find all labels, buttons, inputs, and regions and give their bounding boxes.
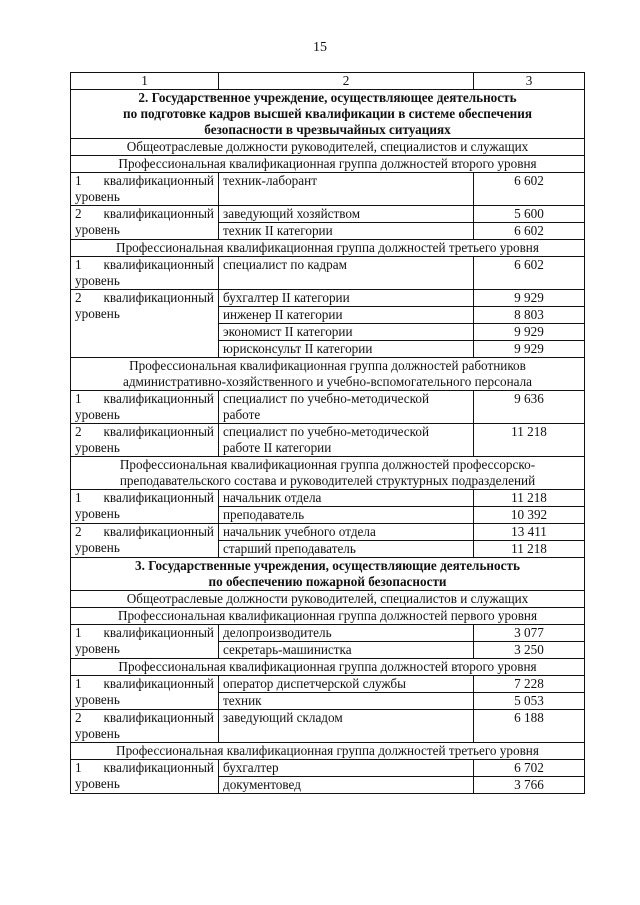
position-title: начальник учебного отдела — [219, 524, 474, 541]
table-row — [71, 490, 585, 507]
salary-table-body — [71, 73, 585, 794]
page-number: 15 — [313, 40, 327, 55]
table-row — [71, 173, 585, 206]
qualification-level: 2 квалификационный уровень — [71, 424, 219, 457]
group-header — [71, 743, 585, 760]
qualification-level: 2 квалификационный уровень — [71, 290, 219, 358]
position-title: специалист по учебно-методической работе II категории — [219, 424, 474, 457]
text-line: 3. Государственные учреждения, осуществляющие деятельность — [135, 558, 520, 573]
text-line: 2. Государственное учреждение, осуществляющее деятельность — [138, 90, 517, 105]
table-row — [71, 524, 585, 541]
position-title: оператор диспетчерской службы — [219, 676, 474, 693]
text-line: Профессиональная квалификационная группа должностей третьего уровня — [116, 240, 539, 255]
position-title: инженер II категории — [219, 307, 474, 324]
salary-value: 11 218 — [474, 490, 585, 507]
group-header-row — [71, 659, 585, 676]
position-title: техник II категории — [219, 223, 474, 240]
position-title: преподаватель — [219, 507, 474, 524]
position-title: делопроизводитель — [219, 625, 474, 642]
group-header — [71, 457, 585, 490]
group-header-row — [71, 240, 585, 257]
column-number-3: 3 — [474, 73, 585, 90]
position-title: бухгалтер — [219, 760, 474, 777]
column-number-1: 1 — [71, 73, 219, 90]
group-header — [71, 659, 585, 676]
salary-value: 3 077 — [474, 625, 585, 642]
salary-value: 13 411 — [474, 524, 585, 541]
section-title-row — [71, 558, 585, 591]
group-header — [71, 358, 585, 391]
qualification-level: 1 квалификационный уровень — [71, 760, 219, 794]
position-title: техник-лаборант — [219, 173, 474, 206]
position-title: секретарь-машинистка — [219, 642, 474, 659]
position-title: начальник отдела — [219, 490, 474, 507]
subheader-row — [71, 591, 585, 608]
salary-value: 7 228 — [474, 676, 585, 693]
qualification-level: 1 квалификационный уровень — [71, 490, 219, 524]
position-title: заведующий хозяйством — [219, 206, 474, 223]
qualification-level: 1 квалификационный уровень — [71, 391, 219, 424]
text-line: Профессиональная квалификационная группа должностей профессорско- — [119, 457, 536, 472]
salary-value: 3 766 — [474, 777, 585, 794]
table-row — [71, 206, 585, 223]
position-title: экономист II категории — [219, 324, 474, 341]
subheader: Общеотраслевые должности руководителей, специалистов и служащих — [71, 591, 585, 608]
table-row — [71, 710, 585, 743]
table-row — [71, 676, 585, 693]
text-line: по подготовке кадров высшей квалификации в системе обеспечения — [122, 106, 533, 121]
position-title: юрисконсульт II категории — [219, 341, 474, 358]
salary-value: 9 929 — [474, 290, 585, 307]
salary-value: 8 803 — [474, 307, 585, 324]
position-title: старший преподаватель — [219, 541, 474, 558]
salary-value: 6 188 — [474, 710, 585, 743]
salary-value: 3 250 — [474, 642, 585, 659]
text-line: преподавательского состава и руководителей структурных подразделений — [119, 473, 536, 488]
text-line: безопасности в чрезвычайных ситуациях — [204, 122, 451, 137]
qualification-level: 1 квалификационный уровень — [71, 257, 219, 290]
group-header-row — [71, 156, 585, 173]
qualification-level: 2 квалификационный уровень — [71, 206, 219, 240]
table-row — [71, 625, 585, 642]
text-line: Профессиональная квалификационная группа должностей третьего уровня — [116, 743, 539, 758]
section-title-row — [71, 90, 585, 139]
position-title: бухгалтер II категории — [219, 290, 474, 307]
position-title: заведующий складом — [219, 710, 474, 743]
salary-value: 9 929 — [474, 341, 585, 358]
column-number-row — [71, 73, 585, 90]
qualification-level: 2 квалификационный уровень — [71, 710, 219, 743]
salary-value: 11 218 — [474, 541, 585, 558]
section-title — [71, 558, 585, 591]
salary-value: 5 053 — [474, 693, 585, 710]
position-title: техник — [219, 693, 474, 710]
text-line: Профессиональная квалификационная группа должностей работников — [129, 358, 526, 373]
salary-table — [70, 72, 585, 794]
group-header-row — [71, 457, 585, 490]
salary-value: 6 602 — [474, 173, 585, 206]
qualification-level: 2 квалификационный уровень — [71, 524, 219, 558]
table-row — [71, 424, 585, 457]
group-header — [71, 240, 585, 257]
group-header-row — [71, 743, 585, 760]
qualification-level: 1 квалификационный уровень — [71, 625, 219, 659]
text-line: по обеспечению пожарной безопасности — [208, 574, 447, 589]
group-header-row — [71, 358, 585, 391]
text-line: Профессиональная квалификационная группа должностей первого уровня — [117, 608, 538, 623]
group-header-row — [71, 608, 585, 625]
group-header — [71, 608, 585, 625]
subheader-row — [71, 139, 585, 156]
salary-value: 5 600 — [474, 206, 585, 223]
qualification-level: 1 квалификационный уровень — [71, 676, 219, 710]
salary-value: 11 218 — [474, 424, 585, 457]
text-line: Профессиональная квалификационная группа должностей второго уровня — [118, 156, 537, 171]
position-title: документовед — [219, 777, 474, 794]
salary-value: 9 929 — [474, 324, 585, 341]
position-title: специалист по кадрам — [219, 257, 474, 290]
salary-value: 10 392 — [474, 507, 585, 524]
salary-value: 9 636 — [474, 391, 585, 424]
qualification-level: 1 квалификационный уровень — [71, 173, 219, 206]
table-row — [71, 391, 585, 424]
text-line: административно-хозяйственного и учебно-вспомогательного персонала — [122, 374, 533, 389]
subheader: Общеотраслевые должности руководителей, специалистов и служащих — [71, 139, 585, 156]
table-row — [71, 257, 585, 290]
text-line: Профессиональная квалификационная группа должностей второго уровня — [118, 659, 537, 674]
salary-value: 6 702 — [474, 760, 585, 777]
table-row — [71, 760, 585, 777]
group-header — [71, 156, 585, 173]
position-title: специалист по учебно-методической работе — [219, 391, 474, 424]
salary-value: 6 602 — [474, 257, 585, 290]
column-number-2: 2 — [219, 73, 474, 90]
section-title — [71, 90, 585, 139]
table-row — [71, 290, 585, 307]
salary-value: 6 602 — [474, 223, 585, 240]
